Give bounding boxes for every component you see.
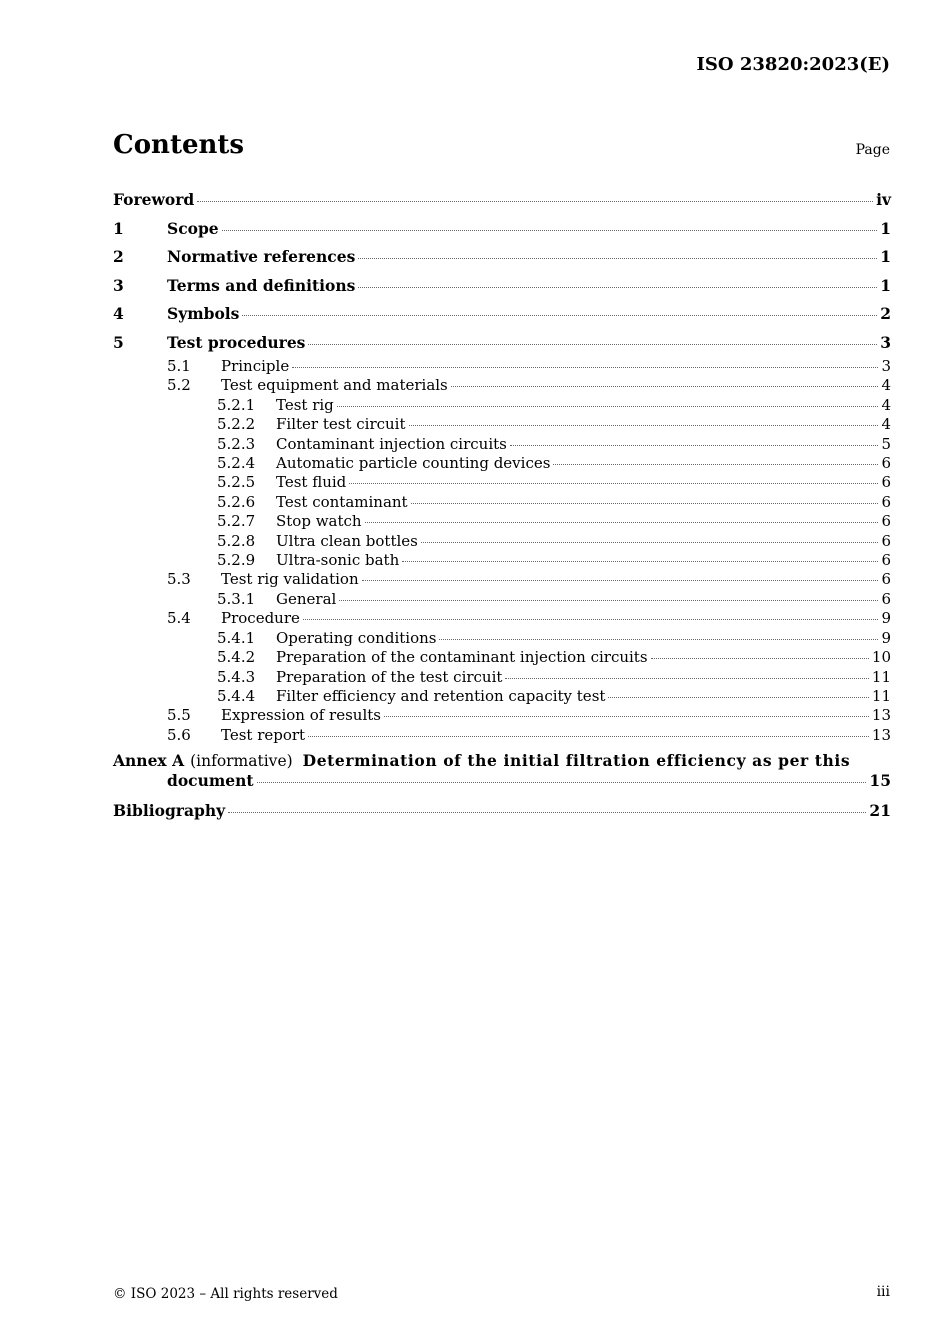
dot-leader xyxy=(349,483,878,484)
dot-leader xyxy=(365,522,879,523)
toc-entry-title: Test procedures xyxy=(167,332,306,352)
toc-entry[interactable] xyxy=(113,186,891,215)
dot-leader xyxy=(510,445,879,446)
dot-leader xyxy=(339,600,878,601)
toc-entry-number: 5.5 xyxy=(167,706,191,725)
dot-leader xyxy=(402,561,878,562)
toc-entry[interactable] xyxy=(113,396,891,415)
toc-entry-number: 2 xyxy=(113,247,124,266)
toc-entry[interactable] xyxy=(113,512,891,531)
toc-entry-number: 5.3 xyxy=(167,570,191,589)
toc-entry-number: 5 xyxy=(113,332,124,352)
toc-entry-page: 1 xyxy=(880,218,891,238)
toc-entry[interactable] xyxy=(113,609,891,628)
toc-entry-title: Automatic particle counting devices xyxy=(276,454,551,473)
toc-entry-title: Test rig xyxy=(276,395,334,414)
toc-entry-title: Ultra clean bottles xyxy=(276,531,418,550)
toc-entry-number: 5.2.8 xyxy=(217,531,256,550)
toc-entry-title: General xyxy=(276,589,337,608)
toc-entry[interactable] xyxy=(113,590,891,609)
toc-entry[interactable] xyxy=(113,726,891,745)
dot-leader xyxy=(303,619,879,620)
toc-entry-page: 6 xyxy=(881,454,891,473)
dot-leader xyxy=(358,258,877,259)
dot-leader xyxy=(411,503,879,504)
toc-entry[interactable] xyxy=(113,473,891,492)
dot-leader xyxy=(608,697,868,698)
toc-entry-title: Filter efficiency and retention capacity test xyxy=(276,686,606,705)
toc-entry-title: Test rig validation xyxy=(221,570,359,589)
toc-entry-page: 6 xyxy=(881,473,891,492)
toc-entry[interactable] xyxy=(113,243,891,272)
footer-page-number: iii xyxy=(876,1284,890,1300)
toc-entry-page: 2 xyxy=(880,304,891,323)
toc-entry-number: 5.3.1 xyxy=(217,589,256,608)
toc-entry[interactable] xyxy=(113,493,891,512)
toc-entry-title: Bibliography xyxy=(113,801,226,821)
toc-entry[interactable] xyxy=(113,454,891,473)
toc-entry[interactable] xyxy=(113,648,891,667)
toc-entry-number: 5.2.3 xyxy=(217,434,256,453)
toc-entry-title: Filter test circuit xyxy=(276,415,406,434)
toc-entry-number: 5.2.5 xyxy=(217,473,256,492)
dot-leader xyxy=(292,367,878,368)
dot-leader xyxy=(421,542,879,543)
toc-entry-page: 6 xyxy=(881,551,891,570)
dot-leader xyxy=(308,344,877,345)
annex-label: Annex A xyxy=(113,751,185,771)
toc-entry-title: Operating conditions xyxy=(276,628,437,647)
toc-entry-title: Ultra-sonic bath xyxy=(276,551,400,570)
toc-entry-page: 11 xyxy=(871,667,891,686)
dot-leader xyxy=(505,678,868,679)
toc-entry[interactable] xyxy=(113,570,891,589)
copyright-notice: © ISO 2023 – All rights reserved xyxy=(113,1286,338,1302)
toc-entry-page: 13 xyxy=(871,725,891,744)
toc-entry-number: 4 xyxy=(113,304,124,323)
toc-entry-page: 6 xyxy=(881,512,891,531)
dot-leader xyxy=(222,230,878,231)
toc-entry-number: 5.2 xyxy=(167,376,191,395)
toc-entry[interactable] xyxy=(113,329,891,358)
toc-entry-number: 5.2.4 xyxy=(217,454,256,473)
dot-leader xyxy=(651,658,869,659)
toc-entry[interactable] xyxy=(113,415,891,434)
dot-leader xyxy=(242,315,877,316)
toc-entry-page: 4 xyxy=(881,415,891,434)
toc-entry-page: 21 xyxy=(869,801,891,821)
toc-entry-title: Contaminant injection circuits xyxy=(276,434,507,453)
toc-entry-title: Procedure xyxy=(221,609,300,628)
dot-leader xyxy=(439,639,878,640)
toc-entry[interactable] xyxy=(113,532,891,551)
toc-entry-number: 5.6 xyxy=(167,725,191,744)
annex-title-line2: document xyxy=(167,771,254,791)
toc-entry[interactable] xyxy=(113,300,891,329)
toc-entry-page: 1 xyxy=(880,275,891,295)
toc-entry-title: Foreword xyxy=(113,190,195,209)
document-id: ISO 23820:2023(E) xyxy=(696,54,890,75)
toc-entry[interactable] xyxy=(113,687,891,706)
toc-entry-number: 5.4.3 xyxy=(217,667,256,686)
toc-entry-page: 6 xyxy=(881,492,891,511)
toc-entry-title: Test equipment and materials xyxy=(221,376,448,395)
toc-entry-title: Scope xyxy=(167,218,219,238)
dot-leader xyxy=(553,464,878,465)
toc-entry-number: 5.1 xyxy=(167,357,191,375)
toc-entry-page: 6 xyxy=(881,589,891,608)
toc-entry-page: 6 xyxy=(881,531,891,550)
toc-entry-number: 3 xyxy=(113,275,124,295)
toc-entry-number: 5.4 xyxy=(167,609,191,628)
toc-entry-title: Principle xyxy=(221,357,290,375)
toc-entry-page: 13 xyxy=(871,706,891,725)
toc-entry[interactable] xyxy=(113,551,891,570)
toc-entry[interactable] xyxy=(113,357,891,376)
dot-leader xyxy=(197,201,873,202)
dot-leader xyxy=(362,580,879,581)
toc-entry-page: 4 xyxy=(881,376,891,395)
toc-entry-number: 5.4.1 xyxy=(217,628,256,647)
toc-entry-number: 5.2.6 xyxy=(217,492,256,511)
toc-entry-number: 5.2.2 xyxy=(217,415,256,434)
toc-entry-title: Test fluid xyxy=(276,473,347,492)
toc-entry-title: Terms and definitions xyxy=(167,275,356,295)
annex-informative: (informative) xyxy=(190,752,293,771)
toc-entry-title: Preparation of the test circuit xyxy=(276,667,503,686)
dot-leader xyxy=(358,287,877,288)
dot-leader xyxy=(409,425,879,426)
toc-entry-number: 5.2.7 xyxy=(217,512,256,531)
toc-entry-page: 1 xyxy=(880,247,891,266)
toc-entry[interactable] xyxy=(113,376,891,395)
toc-entry-page: 3 xyxy=(881,357,891,375)
table-of-contents xyxy=(113,186,891,826)
toc-entry-number: 1 xyxy=(113,218,124,238)
toc-entry[interactable] xyxy=(113,435,891,454)
toc-entry-title: Expression of results xyxy=(221,706,381,725)
toc-annex-entry[interactable] xyxy=(113,751,891,791)
toc-entry-page: 9 xyxy=(881,609,891,628)
annex-page: 15 xyxy=(869,771,891,791)
toc-entry-number: 5.4.2 xyxy=(217,648,256,667)
toc-entry[interactable] xyxy=(113,629,891,648)
dot-leader xyxy=(228,812,866,813)
toc-entry-number: 5.4.4 xyxy=(217,686,256,705)
dot-leader xyxy=(451,386,879,387)
toc-entry[interactable] xyxy=(113,272,891,301)
toc-entry-number: 5.2.1 xyxy=(217,395,256,414)
toc-entry-page: 9 xyxy=(881,628,891,647)
toc-entry[interactable] xyxy=(113,668,891,687)
toc-entry-title: Normative references xyxy=(167,247,356,266)
annex-title-line1: Determination of the initial filtration efficiency as per this xyxy=(302,751,851,771)
toc-entry-title: Stop watch xyxy=(276,512,362,531)
dot-leader xyxy=(257,782,867,783)
toc-entry-page: 11 xyxy=(871,686,891,705)
toc-entry-page: iv xyxy=(876,190,891,209)
toc-bibliography-entry[interactable] xyxy=(113,797,891,826)
page-column-label: Page xyxy=(855,142,890,158)
toc-entry[interactable] xyxy=(113,706,891,725)
toc-entry-title: Symbols xyxy=(167,304,240,323)
toc-entry-title: Preparation of the contaminant injection circuits xyxy=(276,648,648,667)
toc-entry-page: 10 xyxy=(871,648,891,667)
toc-entry-page: 5 xyxy=(881,434,891,453)
toc-entry-page: 3 xyxy=(880,332,891,352)
dot-leader xyxy=(308,736,869,737)
toc-entry-page: 4 xyxy=(881,395,891,414)
dot-leader xyxy=(384,716,869,717)
contents-title: Contents xyxy=(113,130,245,160)
toc-entry-title: Test report xyxy=(221,725,306,744)
toc-entry-title: Test contaminant xyxy=(276,492,408,511)
toc-entry-number: 5.2.9 xyxy=(217,551,256,570)
toc-entries xyxy=(113,186,891,745)
dot-leader xyxy=(337,406,879,407)
toc-entry[interactable] xyxy=(113,215,891,244)
toc-entry-page: 6 xyxy=(881,570,891,589)
